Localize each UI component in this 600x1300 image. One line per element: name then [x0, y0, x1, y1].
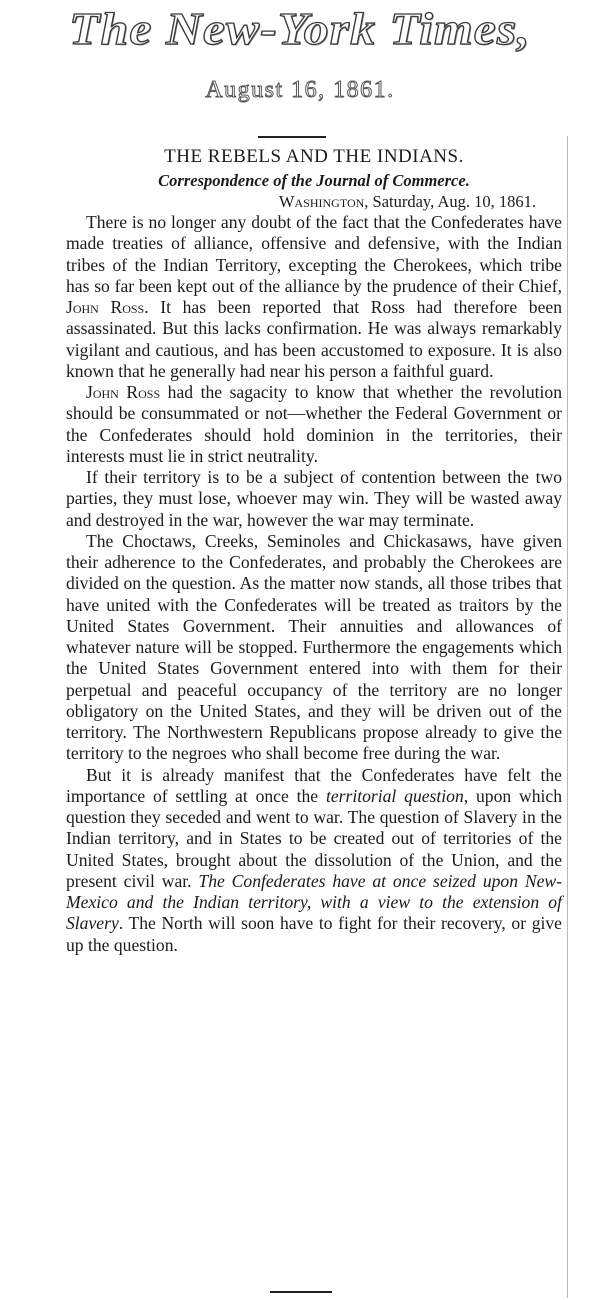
article-headline: THE REBELS AND THE INDIANS. [164, 146, 464, 167]
italic-phrase-territorial-question: territorial question [325, 785, 464, 806]
paragraph-5: But it is already manifest that the Confederates have felt the importance of settling at once the territorial question, upon which question they seceded and went to war. The question of Slavery in the Indian territory, and in States to be created out of territories of the United States, brought about the dissolution of the Union, and the present civil war. The Confederates have at once seized upon New-Mexico and the Indian territory, with a view to the extension of Slavery. The North will soon have to fight for their recovery, or give up the question. [66, 764, 562, 955]
column-border [567, 136, 568, 1298]
paragraph-4: The Choctaws, Creeks, Seminoles and Chickasaws, have given their adherence to the Confederates, and probably the Cherokees are divided on the question. As the matter now stands, all those tribes that have united with the Confederates will be treated as traitors by the United States Government. Their annuities and allowances of whatever nature will be stopped. Furthermore the engagements which the United States Government entered into with them for their perpetual and peaceful occupancy of the territory are no longer obligatory on the United States, and they will be driven out of the territory. The Northwestern Republicans propose already to give the territory to the negroes who shall become free during the war. [66, 530, 562, 764]
name-john-ross: John Ross [66, 297, 145, 317]
article-dateline [66, 192, 536, 212]
italic-sentence-confederates: The Confederates have at once seized upon New-Mexico and the Indian territory, with a view to the extension of Slavery [66, 870, 562, 934]
name-john-ross: John Ross [86, 382, 161, 402]
article-subhead: Correspondence of the Journal of Commerce. [158, 171, 470, 190]
paragraph-2: John Ross had the sagacity to know that whether the revolution should be consummated or not—whether the Federal Government or the Confederates should hold dominion in the territories, their interests must lie in strict neutrality. [66, 382, 563, 466]
top-rule [258, 136, 326, 138]
dateline-place: Washington [278, 192, 365, 211]
paragraph-3: If their territory is to be a subject of contention between the two parties, they must lose, whoever may win. They will be wasted away and destroyed in the war, however the war may terminate. [66, 467, 562, 530]
dateline-rest: , Saturday, Aug. 10, 1861. [364, 192, 536, 211]
bottom-rule [270, 1291, 332, 1293]
paragraph-1: There is no longer any doubt of the fact that the Confederates have made treaties of alliance, offensive and defensive, with the Indian tribes of the Indian Territory, excepting the Cherokees, which tribe has so far been kept out of the alliance by the prudence of their Chief, John Ross. It has been reported that Ross had therefore been assassinated. But this lacks confirmation. He was always remarkably vigilant and cautious, and has been accustomed to exposure. It is also known that he generally had near his person a faithful guard. [66, 212, 563, 381]
article [66, 146, 562, 956]
masthead-title: The New-York Times, [69, 3, 531, 54]
issue-date: August 16, 1861. [205, 77, 395, 103]
